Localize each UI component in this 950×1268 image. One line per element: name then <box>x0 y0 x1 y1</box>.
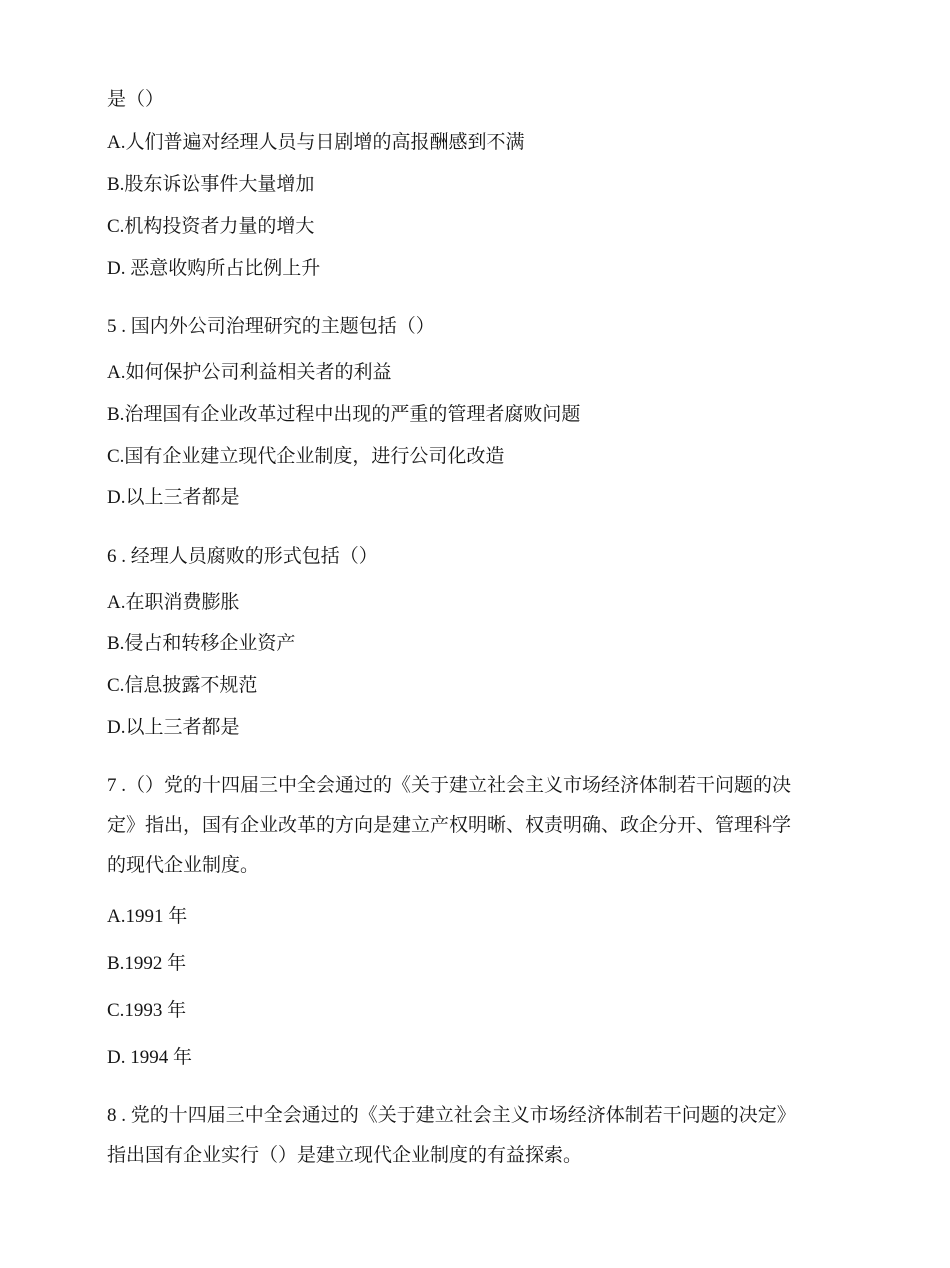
option-a: A.人们普遍对经理人员与日剧增的高报酬感到不满 <box>107 132 525 153</box>
option-a: A.在职消费膨胀 <box>107 592 240 613</box>
question-stem-line: 指出国有企业实行（）是建立现代企业制度的有益探索。 <box>107 1145 583 1166</box>
option-d: D.以上三者都是 <box>107 487 240 508</box>
question-stem-line: 5 . 国内外公司治理研究的主题包括（） <box>107 316 435 337</box>
option-d: D. 恶意收购所占比例上升 <box>107 258 321 279</box>
option-b: B.侵占和转移企业资产 <box>107 633 296 654</box>
option-b: B.1992 年 <box>107 953 187 974</box>
option-c: C.信息披露不规范 <box>107 675 258 696</box>
option-d: D. 1994 年 <box>107 1047 192 1068</box>
question-stem-line: 7 .（）党的十四届三中全会通过的《关于建立社会主义市场经济体制若干问题的决 <box>107 775 792 796</box>
option-a: A.1991 年 <box>107 906 188 927</box>
option-b: B.治理国有企业改革过程中出现的严重的管理者腐败问题 <box>107 404 581 425</box>
option-b: B.股东诉讼事件大量增加 <box>107 174 315 195</box>
question-stem-line: 定》指出，国有企业改革的方向是建立产权明晰、权责明确、政企分开、管理科学 <box>107 815 792 836</box>
option-c: C.1993 年 <box>107 1000 187 1021</box>
option-c: C.机构投资者力量的增大 <box>107 216 315 237</box>
question-stem-line: 6 . 经理人员腐败的形式包括（） <box>107 546 378 567</box>
option-a: A.如何保护公司利益相关者的利益 <box>107 362 392 383</box>
option-c: C.国有企业建立现代企业制度，进行公司化改造 <box>107 446 505 467</box>
question-stem-line: 是（） <box>107 89 165 110</box>
option-d: D.以上三者都是 <box>107 717 240 738</box>
question-stem-line: 8 . 党的十四届三中全会通过的《关于建立社会主义市场经济体制若干问题的决定》 <box>107 1105 796 1126</box>
question-stem-line: 的现代企业制度。 <box>107 855 260 876</box>
